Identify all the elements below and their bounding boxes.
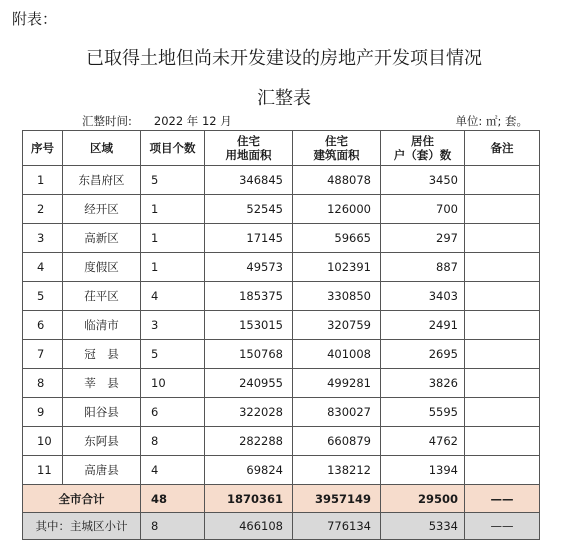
cell-count: 8 bbox=[141, 427, 205, 456]
cell-land-area: 69824 bbox=[205, 456, 293, 485]
table-row bbox=[23, 427, 540, 456]
cell-note bbox=[465, 311, 540, 340]
cell-count: 1 bbox=[141, 224, 205, 253]
cell-note bbox=[465, 427, 540, 456]
cell-building-area: 330850 bbox=[293, 282, 381, 311]
cell-count: 6 bbox=[141, 398, 205, 427]
header-region: 区域 bbox=[63, 131, 141, 166]
cell-note bbox=[465, 340, 540, 369]
total-building-area: 3957149 bbox=[293, 485, 381, 513]
table-row bbox=[23, 224, 540, 253]
table-row bbox=[23, 195, 540, 224]
subtotal-households: 5334 bbox=[381, 513, 465, 540]
appendix-label: 附表： bbox=[12, 10, 58, 28]
cell-households: 887 bbox=[381, 253, 465, 282]
cell-idx: 9 bbox=[23, 398, 63, 427]
table-header-row bbox=[23, 131, 540, 166]
cell-idx: 5 bbox=[23, 282, 63, 311]
document-title: 已取得土地但尚未开发建设的房地产开发项目情况 bbox=[86, 48, 482, 69]
cell-idx: 4 bbox=[23, 253, 63, 282]
cell-land-area: 185375 bbox=[205, 282, 293, 311]
cell-note bbox=[465, 195, 540, 224]
cell-building-area: 488078 bbox=[293, 166, 381, 195]
cell-households: 3826 bbox=[381, 369, 465, 398]
cell-households: 2491 bbox=[381, 311, 465, 340]
summary-time-label: 汇整时间: bbox=[82, 114, 132, 128]
cell-households: 3403 bbox=[381, 282, 465, 311]
cell-land-area: 153015 bbox=[205, 311, 293, 340]
cell-households: 1394 bbox=[381, 456, 465, 485]
cell-idx: 10 bbox=[23, 427, 63, 456]
cell-land-area: 240955 bbox=[205, 369, 293, 398]
header-note: 备注 bbox=[465, 131, 540, 166]
table-row bbox=[23, 166, 540, 195]
table-row bbox=[23, 456, 540, 485]
cell-idx: 6 bbox=[23, 311, 63, 340]
cell-idx: 3 bbox=[23, 224, 63, 253]
subtotal-note: —— bbox=[465, 513, 540, 540]
total-households: 29500 bbox=[381, 485, 465, 513]
total-land-area: 1870361 bbox=[205, 485, 293, 513]
cell-land-area: 49573 bbox=[205, 253, 293, 282]
cell-idx: 1 bbox=[23, 166, 63, 195]
cell-households: 3450 bbox=[381, 166, 465, 195]
subtotal-building-area: 776134 bbox=[293, 513, 381, 540]
cell-note bbox=[465, 166, 540, 195]
cell-building-area: 126000 bbox=[293, 195, 381, 224]
cell-land-area: 150768 bbox=[205, 340, 293, 369]
cell-note bbox=[465, 456, 540, 485]
cell-region: 度假区 bbox=[63, 253, 141, 282]
cell-building-area: 320759 bbox=[293, 311, 381, 340]
cell-building-area: 401008 bbox=[293, 340, 381, 369]
cell-building-area: 138212 bbox=[293, 456, 381, 485]
subtotal-count: 8 bbox=[141, 513, 205, 540]
cell-count: 4 bbox=[141, 282, 205, 311]
cell-note bbox=[465, 398, 540, 427]
cell-region: 茌平区 bbox=[63, 282, 141, 311]
cell-count: 10 bbox=[141, 369, 205, 398]
total-label: 全市合计 bbox=[23, 485, 141, 513]
summary-table bbox=[22, 130, 540, 540]
summary-time-value: 2022 年 12 月 bbox=[153, 114, 232, 128]
cell-region: 冠 县 bbox=[63, 340, 141, 369]
cell-building-area: 830027 bbox=[293, 398, 381, 427]
cell-households: 4762 bbox=[381, 427, 465, 456]
cell-idx: 8 bbox=[23, 369, 63, 398]
total-count: 48 bbox=[141, 485, 205, 513]
cell-note bbox=[465, 282, 540, 311]
cell-land-area: 282288 bbox=[205, 427, 293, 456]
total-row bbox=[23, 485, 540, 513]
cell-idx: 11 bbox=[23, 456, 63, 485]
table-row bbox=[23, 398, 540, 427]
subtotal-land-area: 466108 bbox=[205, 513, 293, 540]
table-row bbox=[23, 340, 540, 369]
cell-region: 临清市 bbox=[63, 311, 141, 340]
cell-idx: 7 bbox=[23, 340, 63, 369]
cell-region: 东昌府区 bbox=[63, 166, 141, 195]
cell-count: 1 bbox=[141, 195, 205, 224]
header-idx: 序号 bbox=[23, 131, 63, 166]
cell-building-area: 660879 bbox=[293, 427, 381, 456]
total-note: —— bbox=[465, 485, 540, 513]
cell-region: 东阿县 bbox=[63, 427, 141, 456]
cell-land-area: 322028 bbox=[205, 398, 293, 427]
cell-building-area: 59665 bbox=[293, 224, 381, 253]
header-count: 项目个数 bbox=[141, 131, 205, 166]
subtotal-row bbox=[23, 513, 540, 540]
cell-building-area: 499281 bbox=[293, 369, 381, 398]
cell-building-area: 102391 bbox=[293, 253, 381, 282]
cell-region: 高唐县 bbox=[63, 456, 141, 485]
cell-land-area: 17145 bbox=[205, 224, 293, 253]
cell-region: 经开区 bbox=[63, 195, 141, 224]
header-building-area: 住宅 建筑面积 bbox=[293, 131, 381, 166]
cell-households: 700 bbox=[381, 195, 465, 224]
cell-note bbox=[465, 253, 540, 282]
cell-idx: 2 bbox=[23, 195, 63, 224]
cell-land-area: 346845 bbox=[205, 166, 293, 195]
unit-label: 单位: ㎡; 套。 bbox=[455, 114, 528, 128]
cell-region: 阳谷县 bbox=[63, 398, 141, 427]
table-row bbox=[23, 369, 540, 398]
cell-region: 莘 县 bbox=[63, 369, 141, 398]
table-row bbox=[23, 311, 540, 340]
cell-households: 297 bbox=[381, 224, 465, 253]
cell-region: 高新区 bbox=[63, 224, 141, 253]
cell-households: 5595 bbox=[381, 398, 465, 427]
cell-note bbox=[465, 369, 540, 398]
table-row bbox=[23, 282, 540, 311]
cell-count: 3 bbox=[141, 311, 205, 340]
subtotal-label: 其中：主城区小计 bbox=[23, 513, 141, 540]
cell-households: 2695 bbox=[381, 340, 465, 369]
summary-time bbox=[82, 113, 232, 129]
table-row bbox=[23, 253, 540, 282]
document-subtitle: 汇整表 bbox=[257, 88, 311, 109]
cell-count: 5 bbox=[141, 166, 205, 195]
cell-count: 4 bbox=[141, 456, 205, 485]
header-land-area: 住宅 用地面积 bbox=[205, 131, 293, 166]
cell-note bbox=[465, 224, 540, 253]
cell-land-area: 52545 bbox=[205, 195, 293, 224]
header-households: 居住 户（套）数 bbox=[381, 131, 465, 166]
cell-count: 1 bbox=[141, 253, 205, 282]
cell-count: 5 bbox=[141, 340, 205, 369]
